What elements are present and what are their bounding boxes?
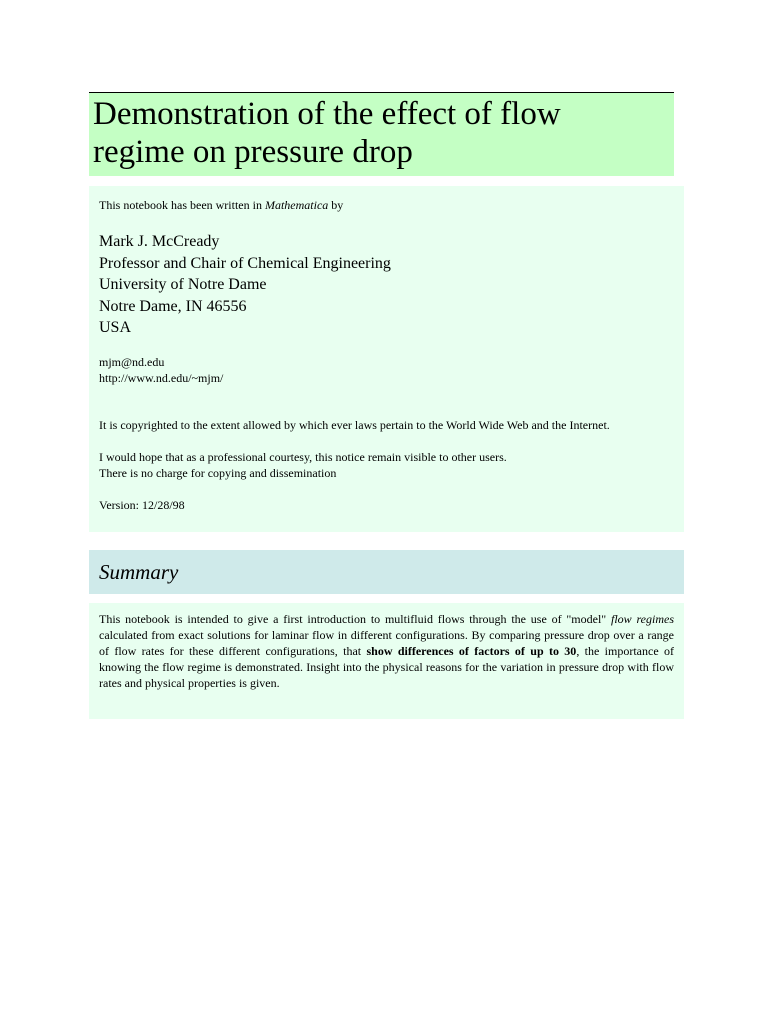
summary-heading: Summary — [99, 560, 179, 584]
document-title — [93, 95, 674, 171]
version-label: Version: 12/28/98 — [99, 497, 185, 512]
author-name: Mark J. McCready — [99, 233, 220, 250]
title-cell — [89, 92, 674, 176]
courtesy-line-2: There is no charge for copying and dissemination — [99, 465, 337, 480]
author-block — [99, 231, 674, 339]
author-info-cell — [89, 186, 684, 532]
author-university: University of Notre Dame — [99, 276, 267, 294]
summary-text-part-3: , the importance of knowing the flow regime is demonstrated. Insight into the physical reasons for the variation in pressure drop with flow rates and physical properties is given. — [99, 644, 674, 690]
summary-bold-phrase: show differences of factors of up to 30 — [366, 644, 577, 658]
courtesy-line-1: I would hope that as a professional courtesy, this notice remain visible to other users. — [99, 449, 507, 464]
summary-text-part-1: This notebook is intended to give a first introduction to multifluid flows through the use of "model" — [99, 612, 611, 626]
summary-text-part-2: calculated from exact solutions for laminar flow in different configurations. By comparing pressure drop over a range of flow rates for these different configurations, that — [99, 628, 674, 658]
intro-suffix: by — [328, 198, 344, 212]
summary-section-header — [89, 550, 684, 594]
author-email: mjm@nd.edu — [99, 354, 165, 369]
summary-text-cell — [89, 603, 684, 719]
intro-text — [99, 197, 674, 213]
software-name: Mathematica — [264, 198, 329, 212]
title-line-2: regime on pressure drop — [93, 134, 413, 170]
contact-block — [99, 354, 674, 386]
notebook-page — [89, 92, 684, 719]
author-position: Professor and Chair of Chemical Engineering — [99, 254, 391, 272]
author-country: USA — [99, 319, 132, 337]
summary-italic-term: flow regimes — [610, 612, 675, 626]
author-url: http://www.nd.edu/~mjm/ — [99, 370, 224, 385]
intro-prefix: This notebook has been written in — [99, 198, 265, 212]
title-line-1: Demonstration of the effect of flow — [93, 96, 561, 132]
author-city: Notre Dame, IN 46556 — [99, 297, 247, 315]
courtesy-notice — [99, 449, 674, 481]
copyright-notice: It is copyrighted to the extent allowed by which ever laws pertain to the World Wide Web and the Internet. — [99, 417, 610, 432]
